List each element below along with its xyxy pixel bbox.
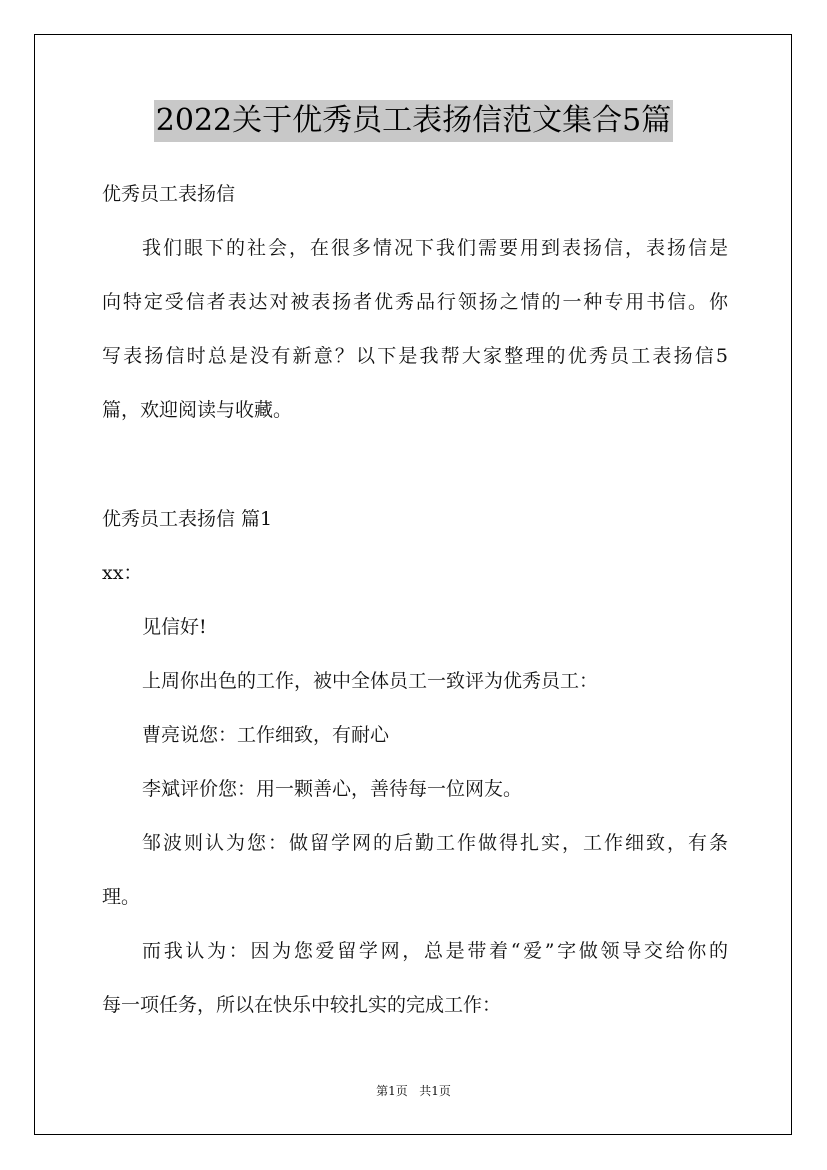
- paragraph-line: 上周你出色的工作，被中全体员工一致评为优秀员工：: [142, 670, 599, 692]
- paragraph-line: 李斌评价您：用一颗善心，善待每一位网友。: [142, 778, 523, 800]
- paragraph-line: 我们眼下的社会，在很多情况下我们需要用到表扬信，表扬信是: [142, 237, 728, 259]
- page-total: 共1页: [419, 1084, 451, 1098]
- paragraph-line: 曹亮说您：工作细致，有耐心: [142, 724, 390, 746]
- paragraph-line: 写表扬信时总是没有新意？以下是我帮大家整理的优秀员工表扬信5: [102, 345, 728, 367]
- salutation: xx：: [102, 562, 143, 584]
- paragraph-line: 而我认为：因为您爱留学网，总是带着“爱”字做领导交给你的: [142, 940, 728, 962]
- document-title: 2022关于优秀员工表扬信范文集合5篇: [154, 100, 673, 142]
- paragraph-line: 每一项任务，所以在快乐中较扎实的完成工作：: [102, 994, 502, 1016]
- page-footer: [0, 1082, 827, 1100]
- paragraph-line: 向特定受信者表达对被表扬者优秀品行领扬之情的一种专用书信。你: [102, 291, 728, 313]
- title-container: [0, 100, 827, 142]
- paragraph-line: 邹波则认为您：做留学网的后勤工作做得扎实，工作细致，有条: [142, 832, 728, 854]
- paragraph-line: 见信好!: [142, 616, 207, 638]
- section-heading: 优秀员工表扬信 篇1: [102, 508, 273, 530]
- section-heading: 优秀员工表扬信: [102, 183, 236, 205]
- paragraph-line: 篇，欢迎阅读与收藏。: [102, 399, 293, 421]
- paragraph-line: 理。: [102, 886, 141, 908]
- page-number: 第1页: [376, 1084, 408, 1098]
